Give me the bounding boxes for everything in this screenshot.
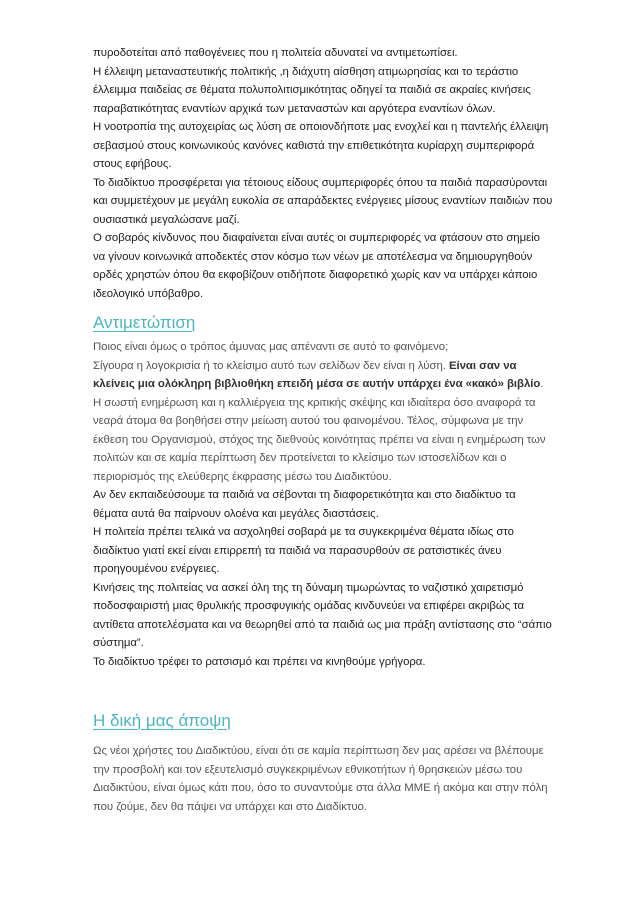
section-heading-antimetopisi: Αντιμετώπιση [93, 313, 196, 332]
intro-paragraph-4: Το διαδίκτυο προσφέρεται για τέτοιους είδους συμπεριφορές όπου τα παιδιά παρασύρονται και συμμετέχουν με μεγάλη ευκολία σε απαράδεκτες ενέργειες μίσους εναντίων παιδιών που ουσιαστικά μεγαλώσανε μαζί. [93, 176, 553, 226]
section1-paragraph-2: Αν δεν εκπαιδεύσουμε τα παιδιά να σέβονται τη διαφορετικότητα και στο διαδίκτυο τα θέματα αυτά θα παίρνουν ολοένα και μεγάλες διαστάσεις. [93, 489, 516, 520]
intro-paragraph-3: Η νοοτροπία της αυτοχειρίας ως λύση σε οποιονδήποτε μας ενοχλεί και η παντελής έλλειψη σεβασμού στους κοινωνικούς κανόνες καθιστά την επιθετικότητα κυρίαρχη συμπεριφορά στους εφήβους. [93, 121, 549, 170]
library-metaphor-bold: Είναι σαν να κλείνεις μια ολόκληρη βιβλιοθήκη επειδή μέσα σε αυτήν υπάρχει ένα «κακό» βιβλίο [93, 359, 541, 390]
document-page [93, 44, 553, 816]
section1-paragraph-3: Η πολιτεία πρέπει τελικά να ασχοληθεί σοβαρά με τα συγκεκριμένα θέματα ιδίως στο διαδίκτυο γιατί εκεί είναι επιρρεπή τα παιδιά να παρασυρθούν σε ρατσιστικές άνευ προηγουμένου ενέργειες. [93, 526, 514, 575]
section2-paragraph: Ως νέοι χρήστες του Διαδικτύου, είναι ότι σε καμία περίπτωση δεν μας αρέσει να βλέπουμε την προσβολή και τον εξευτελισμό συγκεκριμένων εθνικοτήτων ή θρησκειών μέσω του Διαδικτύου, είναι όμως κάτι που, όσο το συναντούμε στα άλλα ΜΜΕ ή ακόμα και στην πόλη που ζούμε, δεν θα πάψει να υπάρχει και στο Διαδίκτυο. [93, 745, 548, 813]
intro-paragraph-1: πυροδοτείται από παθογένειες που η πολιτεία αδυνατεί να αντιμετωπίσει. [93, 47, 458, 59]
section1-paragraph-censorship [93, 357, 553, 487]
intro-paragraph-5: Ο σοβαρός κίνδυνος που διαφαίνεται είναι αυτές οι συμπεριφορές να φτάσουν στο σημείο να γίνουν κοινωνικά αποδεκτές στον κόσμο των νέων με αποτέλεσμα να δημιουργηθούν ορδές χρηστών όπου θα εκφοβίζουν οτιδήποτε διαφορετικό χωρίς καν να υπάρχει κάποιο ιδεολογικό υπόβαθρο. [93, 232, 540, 300]
censorship-text-end: . Η σωστή ενημέρωση και η καλλιέργεια της κριτικής σκέψης και ιδιαίτερα όσο αναφορά τα νεαρά άτομα θα βοηθήσει στην μείωση αυτού του φαινομένου. Τέλος, σύμφωνα με την έκθεση του Οργανισμού, στόχος της διεθνούς κοινότητας πρέπει να είναι η ενημέρωση των πολιτών και σε καμία περίπτωση δεν προτείνεται το κλείσιμο των ιστοσελίδων και ο περιορισμός της ελεύθερης έκφρασης μέσω του Διαδικτύου. [93, 378, 546, 483]
section-heading-i-diki-mas-apopsi: Η δική μας άποψη [93, 711, 231, 730]
section1-question: Ποιος είναι όμως ο τρόπος άμυνας μας απέναντι σε αυτό το φαινόμενο; [93, 341, 449, 353]
section1-paragraph-4: Κινήσεις της πολιτείας να ασκεί όλη της τη δύναμη τιμωρώντας το ναζιστικό χαιρετισμό ποδοσφαιριστή μιας θρυλικής προσφυγικής ομάδας κινδυνεύει να επιφέρει ακριβώς τα αντίθετα αποτελέσματα και να θεωρηθεί από τα παιδιά ως μια πράξη αντίστασης στο “σάπιο σύστημα”. [93, 581, 552, 649]
intro-paragraph-2: Η έλλειψη μεταναστευτικής πολιτικής ,η διάχυτη αίσθηση ατιμωρησίας και το τεράστιο έλλειμμα παιδείας σε θέματα πολυπολιτισμικότητας οδηγεί τα παιδιά σε ακραίες κινήσεις παραβατικότητας εναντίων αρχικά των μεταναστών και αργότερα εναντίων όλων. [93, 65, 531, 115]
censorship-text-start: Σίγουρα η λογοκρισία ή το κλείσιμο αυτό των σελίδων δεν είναι η λύση. [93, 359, 449, 372]
section1-paragraph-5: Το διαδίκτυο τρέφει το ρατσισμό και πρέπει να κινηθούμε γρήγορα. [93, 655, 426, 668]
